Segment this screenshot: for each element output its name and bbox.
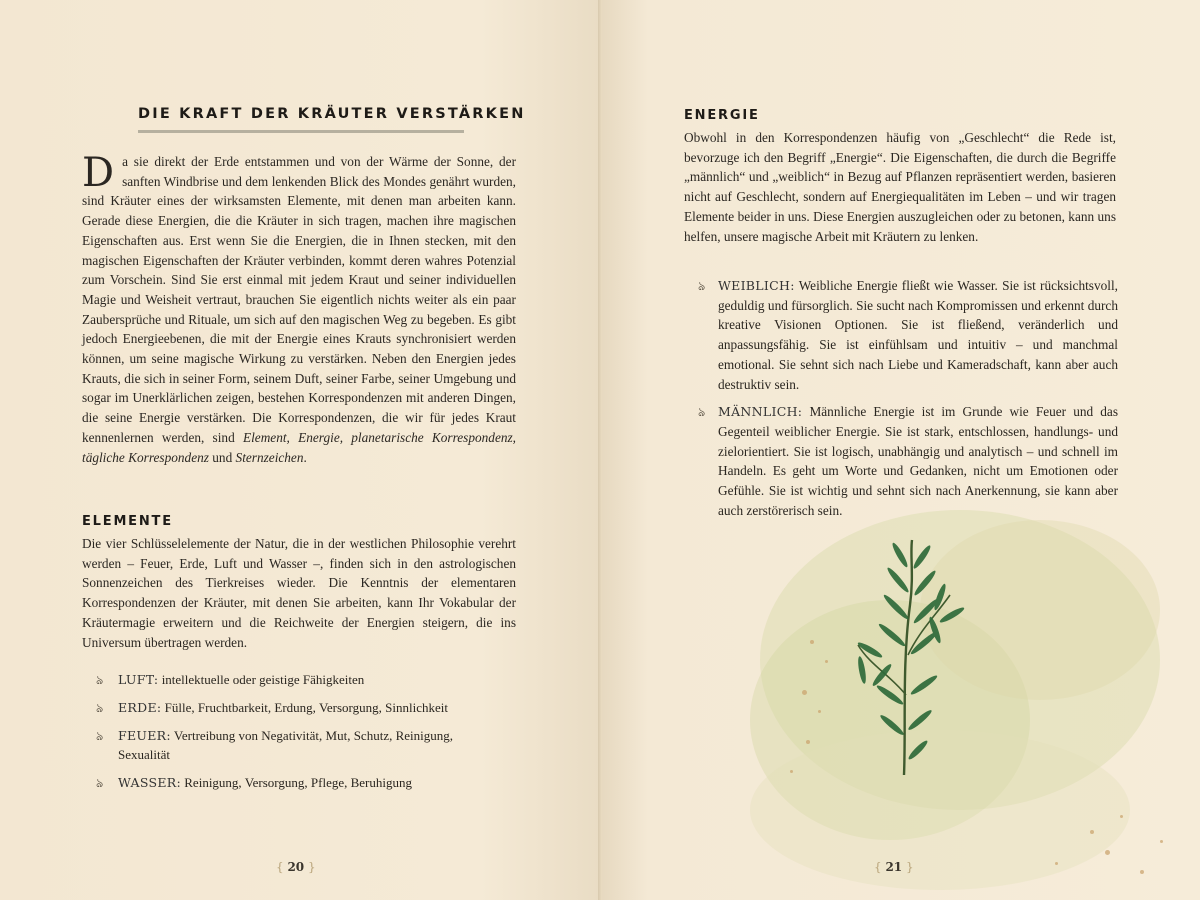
page-number-left <box>276 860 316 874</box>
elemente-paragraph: Die vier Schlüsselelemente der Natur, die in der westlichen Philosophie verehrt werden – Feuer, Erde, Luft und Wasser –, finden sich in den astrologischen Sonnenzeichen des Tierkreises wieder. Die Kenntnis der elementaren Korrespondenzen der Kräuter, mit denen Sie arbeiten, kann Ihr Vokabular der Kräutermagie erweitern und die Reichweite der Energien steigern, die ins Universum übertragen werden. <box>82 536 516 650</box>
energy-desc: Männliche Energie ist im Grunde wie Feuer und das Gegenteil weiblicher Energie. Sie ist stark, entschlossen, handlungs- und zielorientiert. Sie ist logisch, unabhängig und analytisch – und schnell im Handeln. Es geht um Worte und Gedanken, nicht um Emotionen oder Gefühle. Sie ist wichtig und sehnt sich nach Anerkennung, sie kann aber auch zerstörerisch sein. <box>718 404 1118 518</box>
gold-speck <box>825 660 828 663</box>
gold-speck <box>1160 840 1163 843</box>
page-number-text: 21 <box>885 860 903 874</box>
list-item <box>96 670 496 689</box>
energie-paragraph: Obwohl in den Korrespondenzen häufig von „Geschlecht“ die Rede ist, bevorzuge ich den Begriff „Energie“. Die Eigenschaften, die durch die Begriffe „männlich“ und „weiblich“ in Bezug auf Pflanzen repräsentiert werden, basieren nicht auf Geschlecht, sondern auf Energiequalitäten im Leben – und wir tragen Elemente beider in uns. Diese Energien auszugleichen oder zu betonen, kann uns helfen, unsere magische Arbeit mit Kräutern zu lenken. <box>684 130 1116 244</box>
intro-italic-zodiac: Sternzeichen <box>235 449 304 465</box>
folio-bracket-icon: } <box>902 860 914 874</box>
list-item <box>698 402 1118 520</box>
gold-speck <box>1105 850 1110 855</box>
right-page <box>600 0 1200 900</box>
drop-cap: D <box>82 150 115 196</box>
gold-speck <box>790 770 793 773</box>
flourish-icon: ঌ <box>96 729 104 743</box>
page-number-right <box>874 860 914 874</box>
element-desc: Fülle, Fruchtbarkeit, Erdung, Versorgung, Sinnlichkeit <box>164 700 448 715</box>
title-underline <box>138 130 464 133</box>
list-item <box>96 773 496 792</box>
folio-bracket-icon: { <box>874 860 886 874</box>
element-term: ERDE: <box>118 700 162 715</box>
folio-bracket-icon: { <box>276 860 288 874</box>
rosemary-sprig-icon <box>840 535 970 780</box>
list-item <box>698 276 1118 394</box>
flourish-icon: ঌ <box>96 776 104 790</box>
energy-term: WEIBLICH: <box>718 278 795 293</box>
elemente-heading: ELEMENTE <box>82 514 173 529</box>
chapter-title: DIE KRAFT DER KRÄUTER VERSTÄRKEN <box>138 106 526 122</box>
list-item <box>96 726 496 764</box>
gold-speck <box>810 640 814 644</box>
book-gutter <box>598 0 602 900</box>
intro-and: und <box>212 449 233 465</box>
gold-speck <box>1090 830 1094 834</box>
flourish-icon: ঌ <box>698 279 706 293</box>
watercolor-wash <box>740 480 1200 900</box>
folio-bracket-icon: } <box>304 860 316 874</box>
element-term: WASSER: <box>118 775 182 790</box>
element-desc: Reinigung, Versorgung, Pflege, Beruhigung <box>184 775 412 790</box>
element-term: LUFT: <box>118 672 159 687</box>
element-desc: intellektuelle oder geistige Fähigkeiten <box>161 672 365 687</box>
intro-text: a sie direkt der Erde entstammen und von der Wärme der Sonne, der sanften Windbrise und dem lenkenden Blick des Mondes genährt wurden, sind Kräuter eines der wirksamsten Elemente, mit denen man arbeiten kann. Gerade diese Energien, die die Kräuter in sich tragen, machen ihre magischen Eigenschaften aus. Erst wenn Sie die Energien, die in Ihnen stecken, mit den magischen Eigenschaften der Kräuter verbinden, kommt deren wahres Potenzial zum Vorschein. Sind Sie erst einmal mit jedem Kraut und seiner individuellen Magie und Weisheit vertraut, brauchen Sie eigentlich nichts weiter als ein paar Zaubersprüche und Rituale, um sich auf den magischen Weg zu begeben. Es gibt jedoch Energieebenen, die mit der Energie eines Krauts synchronisiert werden können, um seine magische Wirkung zu verstärken. Neben den Energien jedes Krauts, die sich in seiner Form, seinem Duft, seiner Farbe, seiner Umgebung und sogar im Unerklärlichen zeigen, bestehen Korrespondenzen mit anderen Dingen, die seine Energie verstärken. Die Korrespondenzen, die wir für jedes Kraut kennenlernen werden, sind <box>82 154 516 445</box>
gold-speck <box>1120 815 1123 818</box>
intro-end: . <box>303 449 307 465</box>
elements-list <box>96 670 496 801</box>
energy-term: MÄNNLICH: <box>718 404 803 420</box>
gold-speck <box>1055 862 1058 865</box>
flourish-icon: ঌ <box>96 701 104 715</box>
gold-speck <box>1140 870 1144 874</box>
element-term: FEUER: <box>118 728 171 743</box>
energies-list <box>698 276 1118 528</box>
energie-heading: ENERGIE <box>684 108 760 123</box>
intro-italic-terms: Element, Energie, planetarische Korrespondenz, tägliche Korrespondenz <box>82 429 516 465</box>
gold-speck <box>818 710 821 713</box>
gold-speck <box>802 690 807 695</box>
intro-paragraph <box>82 152 516 467</box>
flourish-icon: ঌ <box>96 673 104 687</box>
flourish-icon: ঌ <box>698 405 706 420</box>
list-item <box>96 698 496 717</box>
gold-speck <box>806 740 810 744</box>
element-desc: Vertreibung von Negativität, Mut, Schutz, Reinigung, Sexualität <box>118 728 453 762</box>
energy-desc: Weibliche Energie fließt wie Wasser. Sie ist rücksichtsvoll, geduldig und fürsorglich. Sie sucht nach Kompromissen und erkennt durch kreative Visionen Optionen. Sie ist fließend, veränderlich und anpassungsfähig. Sie ist einfühlsam und intuitiv – und manchmal emotional. Sie sehnt sich nach Liebe und Kameradschaft, kann aber auch destruktiv sein. <box>718 278 1118 392</box>
page-number-text: 20 <box>287 860 305 874</box>
